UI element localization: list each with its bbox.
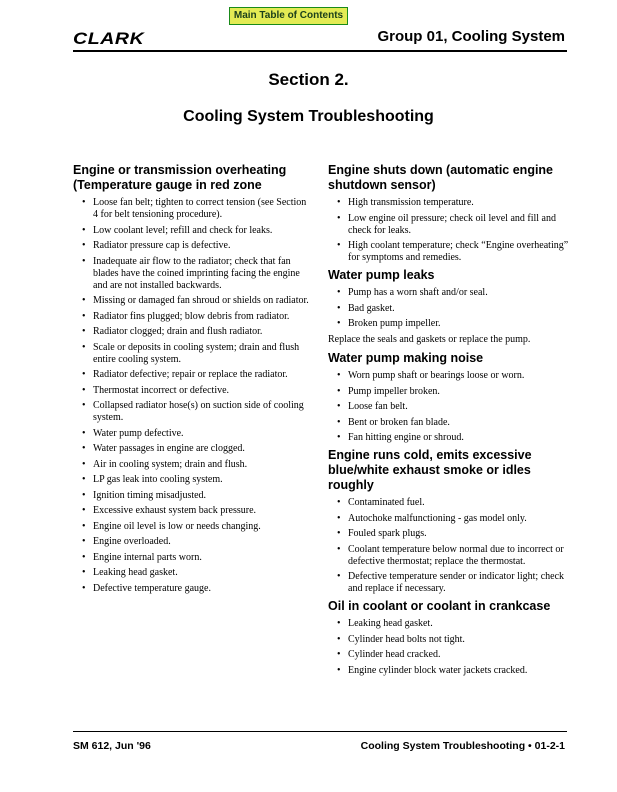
list-item: • Cylinder head bolts not tight. <box>328 634 570 646</box>
list-item: • Defective temperature gauge. <box>73 583 313 595</box>
shutdown-heading: Engine shuts down (automatic engine shutdown sensor) <box>328 163 554 192</box>
list-item: • Leaking head gasket. <box>73 567 313 579</box>
list-item: • Water passages in engine are clogged. <box>73 443 313 455</box>
pump-leaks-note: Replace the seals and gaskets or replace the pump. <box>328 334 531 345</box>
list-item: • Low engine oil pressure; check oil level and fill and check for leaks. <box>328 213 570 237</box>
list-item: • High transmission temperature. <box>328 197 570 209</box>
left-column <box>73 163 313 599</box>
list-item: • Water pump defective. <box>73 428 313 440</box>
list-item: • Radiator pressure cap is defective. <box>73 240 313 252</box>
list-item: • Defective temperature sender or indicator light; check and replace if necessary. <box>328 571 570 595</box>
list-item: • Fan hitting engine or shroud. <box>328 432 570 444</box>
pump-leaks-list <box>328 287 570 330</box>
list-item: • Pump has a worn shaft and/or seal. <box>328 287 570 299</box>
list-item: • Bad gasket. <box>328 303 570 315</box>
list-item: • Ignition timing misadjusted. <box>73 490 313 502</box>
list-item: • Radiator fins plugged; blow debris from radiator. <box>73 311 313 323</box>
list-item: • Fouled spark plugs. <box>328 528 570 540</box>
overheating-heading: Engine or transmission overheating (Temperature gauge in red zone <box>73 163 287 192</box>
list-item: • Leaking head gasket. <box>328 618 570 630</box>
list-item: • Radiator clogged; drain and flush radiator. <box>73 326 313 338</box>
section-number: Section 2. <box>268 70 349 89</box>
list-item: • Engine internal parts worn. <box>73 552 313 564</box>
runs-cold-list <box>328 497 570 595</box>
shutdown-list <box>328 197 570 264</box>
list-item: • Scale or deposits in cooling system; drain and flush entire cooling system. <box>73 342 313 366</box>
list-item: • Thermostat incorrect or defective. <box>73 385 313 397</box>
list-item: • Coolant temperature below normal due to incorrect or defective thermostat; replace the thermostat. <box>328 544 570 568</box>
pump-noise-list <box>328 370 570 444</box>
footer-page-reference: Cooling System Troubleshooting • 01-2-1 <box>360 740 565 752</box>
list-item: • Low coolant level; refill and check for leaks. <box>73 225 313 237</box>
list-item: • Broken pump impeller. <box>328 318 570 330</box>
list-item: • Worn pump shaft or bearings loose or worn. <box>328 370 570 382</box>
overheating-list <box>73 197 313 595</box>
oil-coolant-heading: Oil in coolant or coolant in crankcase <box>328 599 551 613</box>
runs-cold-heading: Engine runs cold, emits excessive blue/white exhaust smoke or idles roughly <box>328 448 532 492</box>
list-item: • High coolant temperature; check “Engine overheating” for symptoms and remedies. <box>328 240 570 264</box>
list-item: • Radiator defective; repair or replace the radiator. <box>73 369 313 381</box>
list-item: • Engine oil level is low or needs changing. <box>73 521 313 533</box>
header-divider <box>73 50 567 52</box>
list-item: • Loose fan belt; tighten to correct tension (see Section 4 for belt tensioning procedure). <box>73 197 313 221</box>
list-item: • Cylinder head cracked. <box>328 649 570 661</box>
group-title: Group 01, Cooling System <box>377 28 565 45</box>
list-item: • Contaminated fuel. <box>328 497 570 509</box>
list-item: • Pump impeller broken. <box>328 386 570 398</box>
list-item: • Excessive exhaust system back pressure. <box>73 505 313 517</box>
list-item: • Bent or broken fan blade. <box>328 417 570 429</box>
list-item: • Engine cylinder block water jackets cracked. <box>328 665 570 677</box>
footer-manual-id: SM 612, Jun '96 <box>73 740 151 752</box>
list-item: • Inadequate air flow to the radiator; check that fan blades have the coined imprinting facing the engine and are not installed backwards. <box>73 256 313 292</box>
list-item: • Engine overloaded. <box>73 536 313 548</box>
right-column <box>328 163 570 681</box>
list-item: • Autochoke malfunctioning - gas model only. <box>328 513 570 525</box>
list-item: • Missing or damaged fan shroud or shields on radiator. <box>73 295 313 307</box>
oil-coolant-list <box>328 618 570 677</box>
list-item: • Loose fan belt. <box>328 401 570 413</box>
section-title: Cooling System Troubleshooting <box>183 108 434 125</box>
list-item: • Air in cooling system; drain and flush. <box>73 459 313 471</box>
clark-logo: CLARK <box>73 29 145 48</box>
pump-noise-heading: Water pump making noise <box>328 351 484 365</box>
list-item: • LP gas leak into cooling system. <box>73 474 313 486</box>
list-item: • Collapsed radiator hose(s) on suction side of cooling system. <box>73 400 313 424</box>
main-table-of-contents-button[interactable]: Main Table of Contents <box>229 7 348 25</box>
footer-divider <box>73 731 567 732</box>
pump-leaks-heading: Water pump leaks <box>328 268 435 282</box>
